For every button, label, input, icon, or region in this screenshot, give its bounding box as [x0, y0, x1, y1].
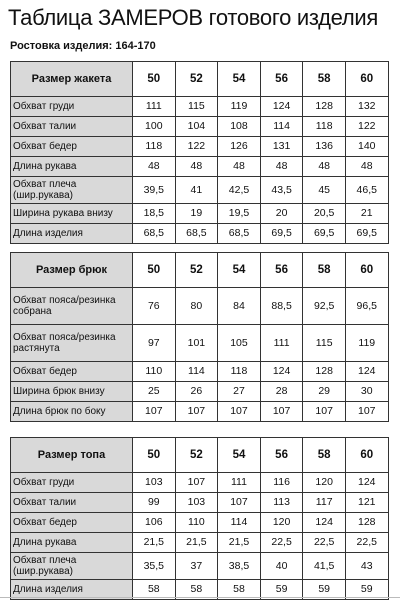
header-size-cell: 50 [133, 438, 176, 473]
header-size-cell: 60 [345, 438, 388, 473]
measurement-value: 114 [260, 117, 303, 137]
top-size-table [10, 437, 389, 600]
measurement-value: 29 [303, 382, 346, 402]
measurement-label: Обхват пояса/резинка растянута [11, 325, 133, 362]
measurement-value: 128 [303, 97, 346, 117]
measurement-value: 107 [218, 493, 261, 513]
measurement-value: 59 [260, 580, 303, 600]
measurement-value: 115 [175, 97, 218, 117]
measurement-value: 107 [175, 473, 218, 493]
table-header-row [11, 253, 389, 288]
measurement-value: 140 [345, 137, 388, 157]
measurement-value: 111 [133, 97, 176, 117]
measurement-value: 48 [303, 157, 346, 177]
measurement-value: 97 [133, 325, 176, 362]
measurement-value: 84 [218, 288, 261, 325]
measurement-value: 76 [133, 288, 176, 325]
measurement-value: 48 [345, 157, 388, 177]
measurement-label: Ширина брюк внизу [11, 382, 133, 402]
table-row [11, 325, 389, 362]
measurement-value: 35,5 [133, 553, 176, 580]
measurement-value: 118 [133, 137, 176, 157]
measurement-label: Обхват талии [11, 117, 133, 137]
table-row [11, 362, 389, 382]
measurement-value: 43,5 [260, 177, 303, 204]
measurement-value: 122 [345, 117, 388, 137]
measurement-value: 128 [345, 513, 388, 533]
measurement-value: 68,5 [218, 224, 261, 244]
measurement-value: 42,5 [218, 177, 261, 204]
measurement-value: 80 [175, 288, 218, 325]
header-size-cell: 56 [260, 62, 303, 97]
measurement-value: 131 [260, 137, 303, 157]
measurement-value: 110 [133, 362, 176, 382]
header-garment-label: Размер топа [11, 438, 133, 473]
measurement-value: 118 [218, 362, 261, 382]
measurement-value: 96,5 [345, 288, 388, 325]
header-size-cell: 52 [175, 253, 218, 288]
measurement-value: 28 [260, 382, 303, 402]
measurement-value: 27 [218, 382, 261, 402]
measurement-label: Обхват пояса/резинка собрана [11, 288, 133, 325]
measurement-value: 41,5 [303, 553, 346, 580]
measurement-value: 45 [303, 177, 346, 204]
measurement-value: 103 [133, 473, 176, 493]
measurement-value: 104 [175, 117, 218, 137]
table-row [11, 493, 389, 513]
measurement-value: 107 [260, 402, 303, 422]
measurement-value: 119 [345, 325, 388, 362]
measurement-value: 21,5 [218, 533, 261, 553]
table-row [11, 533, 389, 553]
measurement-value: 108 [218, 117, 261, 137]
measurement-label: Обхват бедер [11, 362, 133, 382]
measurement-value: 120 [303, 473, 346, 493]
header-garment-label: Размер жакета [11, 62, 133, 97]
measurement-value: 107 [133, 402, 176, 422]
measurement-label: Обхват плеча (шир.рукава) [11, 553, 133, 580]
header-size-cell: 56 [260, 438, 303, 473]
measurement-value: 124 [260, 362, 303, 382]
measurement-value: 22,5 [345, 533, 388, 553]
measurement-value: 117 [303, 493, 346, 513]
measurement-value: 111 [260, 325, 303, 362]
measurement-value: 124 [260, 97, 303, 117]
measurement-label: Обхват талии [11, 493, 133, 513]
measurement-label: Обхват плеча (шир.рукава) [11, 177, 133, 204]
measurement-value: 37 [175, 553, 218, 580]
header-size-cell: 58 [303, 253, 346, 288]
measurement-value: 103 [175, 493, 218, 513]
measurement-value: 110 [175, 513, 218, 533]
measurement-value: 58 [175, 580, 218, 600]
measurement-value: 21,5 [175, 533, 218, 553]
measurement-value: 69,5 [345, 224, 388, 244]
table-row [11, 553, 389, 580]
measurement-label: Длина изделия [11, 224, 133, 244]
measurement-label: Обхват бедер [11, 137, 133, 157]
measurement-value: 46,5 [345, 177, 388, 204]
measurement-value: 68,5 [175, 224, 218, 244]
measurement-value: 122 [175, 137, 218, 157]
measurement-value: 121 [345, 493, 388, 513]
header-size-cell: 54 [218, 253, 261, 288]
measurement-label: Обхват бедер [11, 513, 133, 533]
measurement-label: Обхват груди [11, 97, 133, 117]
measurement-value: 21 [345, 204, 388, 224]
table-row [11, 402, 389, 422]
table-row [11, 157, 389, 177]
measurement-label: Длина рукава [11, 533, 133, 553]
header-size-cell: 58 [303, 62, 346, 97]
header-size-cell: 56 [260, 253, 303, 288]
jacket-size-table [10, 61, 389, 244]
measurement-value: 48 [133, 157, 176, 177]
measurement-value: 126 [218, 137, 261, 157]
measurement-value: 107 [218, 402, 261, 422]
measurement-value: 114 [218, 513, 261, 533]
table-row [11, 224, 389, 244]
table-row [11, 382, 389, 402]
measurement-value: 19 [175, 204, 218, 224]
measurement-value: 88,5 [260, 288, 303, 325]
measurement-value: 114 [175, 362, 218, 382]
measurement-value: 69,5 [303, 224, 346, 244]
measurement-value: 48 [218, 157, 261, 177]
measurement-value: 48 [260, 157, 303, 177]
measurement-value: 39,5 [133, 177, 176, 204]
measurement-value: 22,5 [260, 533, 303, 553]
measurement-value: 136 [303, 137, 346, 157]
measurement-value: 124 [303, 513, 346, 533]
bottom-divider [0, 597, 400, 598]
measurement-value: 25 [133, 382, 176, 402]
measurement-value: 118 [303, 117, 346, 137]
table-row [11, 97, 389, 117]
measurement-value: 124 [345, 362, 388, 382]
measurement-value: 119 [218, 97, 261, 117]
measurement-value: 26 [175, 382, 218, 402]
page-title: Таблица ЗАМЕРОВ готового изделия [8, 5, 379, 30]
header-size-cell: 54 [218, 438, 261, 473]
measurement-value: 18,5 [133, 204, 176, 224]
measurement-label: Обхват груди [11, 473, 133, 493]
measurement-value: 59 [345, 580, 388, 600]
table-row [11, 473, 389, 493]
table-row [11, 137, 389, 157]
measurement-value: 19,5 [218, 204, 261, 224]
measurement-value: 40 [260, 553, 303, 580]
table-row [11, 117, 389, 137]
measurement-value: 21,5 [133, 533, 176, 553]
measurement-value: 106 [133, 513, 176, 533]
header-size-cell: 54 [218, 62, 261, 97]
measurement-value: 128 [303, 362, 346, 382]
measurement-value: 30 [345, 382, 388, 402]
header-size-cell: 50 [133, 253, 176, 288]
measurement-value: 100 [133, 117, 176, 137]
table-row [11, 204, 389, 224]
table-row [11, 513, 389, 533]
measurement-value: 20,5 [303, 204, 346, 224]
measurement-value: 107 [175, 402, 218, 422]
table-header-row [11, 438, 389, 473]
measurement-value: 99 [133, 493, 176, 513]
table-header-row [11, 62, 389, 97]
measurement-value: 115 [303, 325, 346, 362]
measurement-label: Длина изделия [11, 580, 133, 600]
header-size-cell: 52 [175, 62, 218, 97]
measurement-value: 68,5 [133, 224, 176, 244]
measurement-value: 111 [218, 473, 261, 493]
measurement-value: 58 [218, 580, 261, 600]
header-size-cell: 58 [303, 438, 346, 473]
header-garment-label: Размер брюк [11, 253, 133, 288]
measurement-value: 124 [345, 473, 388, 493]
measurement-value: 20 [260, 204, 303, 224]
measurement-value: 58 [133, 580, 176, 600]
measurement-value: 43 [345, 553, 388, 580]
measurement-label: Длина рукава [11, 157, 133, 177]
measurement-value: 92,5 [303, 288, 346, 325]
measurement-value: 107 [303, 402, 346, 422]
measurement-value: 38,5 [218, 553, 261, 580]
measurement-value: 41 [175, 177, 218, 204]
measurement-value: 59 [303, 580, 346, 600]
header-size-cell: 50 [133, 62, 176, 97]
table-row [11, 288, 389, 325]
measurement-value: 105 [218, 325, 261, 362]
header-size-cell: 60 [345, 253, 388, 288]
measurement-value: 116 [260, 473, 303, 493]
measurement-value: 22,5 [303, 533, 346, 553]
header-size-cell: 52 [175, 438, 218, 473]
measurement-value: 69,5 [260, 224, 303, 244]
measurement-value: 48 [175, 157, 218, 177]
measurement-value: 107 [345, 402, 388, 422]
measurement-value: 113 [260, 493, 303, 513]
measurement-value: 132 [345, 97, 388, 117]
measurement-value: 120 [260, 513, 303, 533]
trousers-size-table [10, 252, 389, 422]
measurement-label: Ширина рукава внизу [11, 204, 133, 224]
header-size-cell: 60 [345, 62, 388, 97]
measurement-label: Длина брюк по боку [11, 402, 133, 422]
table-row [11, 177, 389, 204]
measurement-value: 101 [175, 325, 218, 362]
size-range-subtitle: Ростовка изделия: 164-170 [10, 40, 156, 52]
